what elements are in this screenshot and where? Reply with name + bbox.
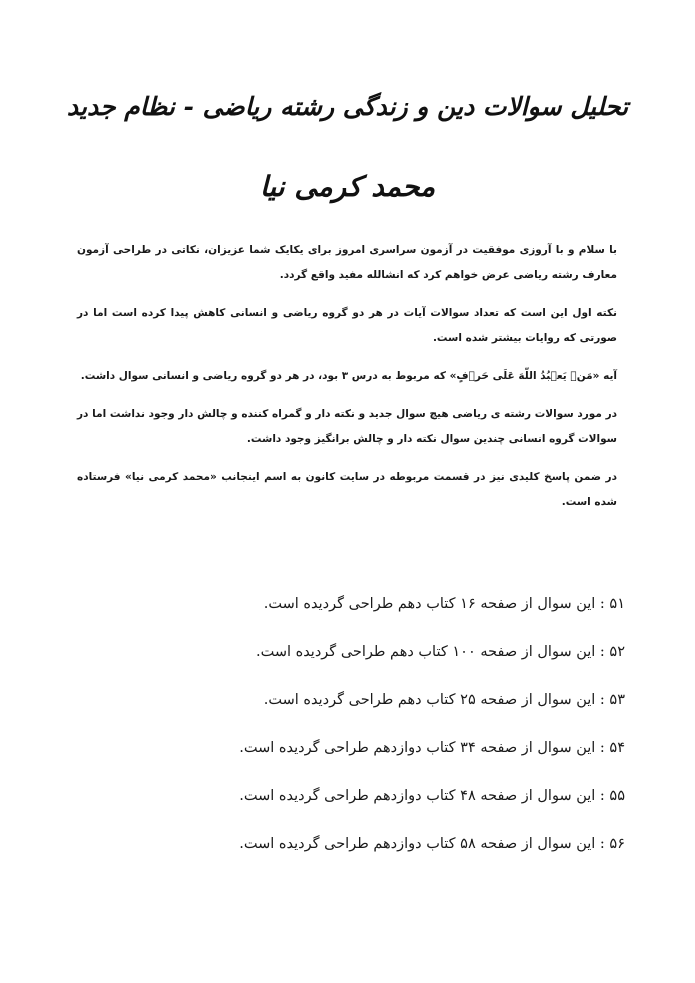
paragraph: با سلام و با آروزی موفقیت در آزمون سراسری امروز برای یکایک شما عزیزان، نکاتی در طراحی آزمون معارف رشته ریاضی عرض خواهم کرد که انشالله مفید واقع گردد.	[77, 244, 617, 281]
answer-item: ۵۴ : این سوال از صفحه ۳۴ کتاب دوازدهم طراحی گردیده است.	[239, 740, 625, 756]
document-title: تحلیل سوالات دین و زندگی رشته ریاضی - نظام جدید	[66, 92, 629, 121]
author-name: محمد کرمی نیا	[259, 170, 436, 203]
intro-section	[77, 238, 617, 528]
paragraph: در مورد سوالات رشته ی ریاضی هیچ سوال جدید و نکته دار و گمراه کننده و چالش دار وجود نداشت اما در سوالات گروه انسانی چندین سوال نکته دار و چالش برانگیز وجود داشت.	[77, 408, 617, 445]
paragraph: در ضمن پاسخ کلیدی نیز در قسمت مربوطه در سایت کانون به اسم اینجانب «محمد کرمی نیا» فرستاده شده است.	[77, 471, 617, 508]
answer-item: ۵۵ : این سوال از صفحه ۴۸ کتاب دوازدهم طراحی گردیده است.	[239, 788, 625, 804]
paragraph: آیه «مَنۡ یَعۡبُدُ اللّهَ عَلَی حَرۡفٍ» که مربوط به درس ۳ بود، در هر دو گروه ریاضی و انسانی سوال داشت.	[80, 370, 617, 382]
answer-item: ۵۱ : این سوال از صفحه ۱۶ کتاب دهم طراحی گردیده است.	[263, 596, 625, 612]
answer-item: ۵۳ : این سوال از صفحه ۲۵ کتاب دهم طراحی گردیده است.	[263, 692, 625, 708]
answer-list	[205, 590, 625, 878]
paragraph: نکته اول این است که تعداد سوالات آیات در هر دو گروه ریاضی و انسانی کاهش پیدا کرده است اما در صورتی که روایات بیشتر شده است.	[77, 307, 617, 344]
answer-item: ۵۲ : این سوال از صفحه ۱۰۰ کتاب دهم طراحی گردیده است.	[255, 644, 625, 660]
answer-item: ۵۶ : این سوال از صفحه ۵۸ کتاب دوازدهم طراحی گردیده است.	[239, 836, 625, 852]
